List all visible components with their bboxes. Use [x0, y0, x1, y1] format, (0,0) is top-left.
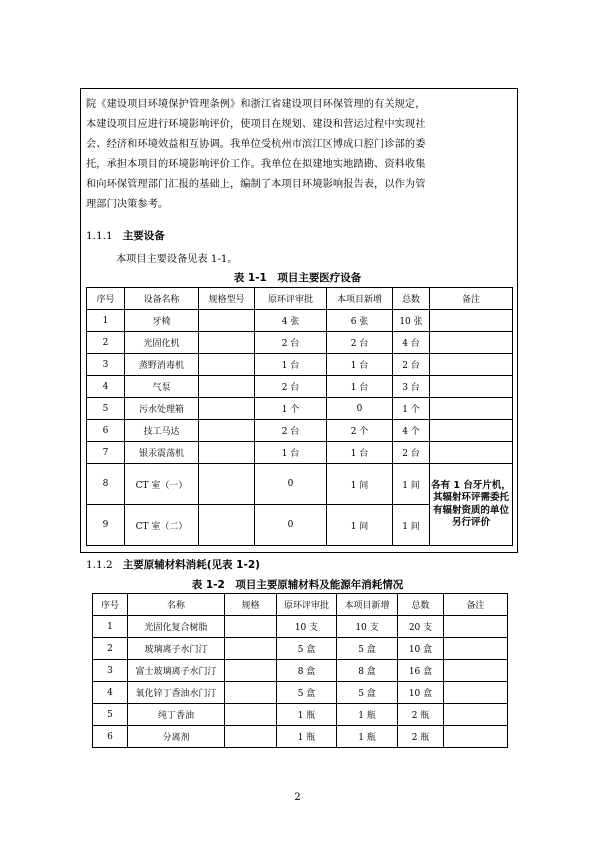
- table-cell: [199, 376, 255, 398]
- table-cell: 1 个: [255, 398, 327, 420]
- table-cell: 16 盒: [398, 660, 444, 682]
- header-cell: 总数: [393, 288, 430, 310]
- header-cell: 规格型号: [199, 288, 255, 310]
- table-cell: 1: [87, 310, 125, 332]
- table-cell: 10 盒: [398, 638, 444, 660]
- table-cell: [430, 442, 513, 464]
- header-cell: 备注: [444, 594, 508, 616]
- header-cell: 序号: [93, 594, 128, 616]
- section-heading-equipment: [86, 228, 165, 243]
- table-cell: 6: [87, 420, 125, 442]
- table-cell: 4: [93, 682, 128, 704]
- table-cell: 分离剂: [128, 726, 225, 748]
- table-cell: [444, 660, 508, 682]
- table-cell: 5 盒: [277, 638, 337, 660]
- table-cell: 5 盒: [337, 638, 398, 660]
- table-cell: 氧化锌丁香油水门汀: [128, 682, 225, 704]
- table-cell: 1 间: [393, 505, 430, 546]
- table-cell: 1 台: [327, 354, 393, 376]
- table-cell: [444, 704, 508, 726]
- table-row: [87, 420, 513, 442]
- table-cell: 5 盒: [337, 682, 398, 704]
- table-cell: 2 台: [255, 332, 327, 354]
- section-title: 主要设备: [122, 230, 165, 242]
- header-cell: 名称: [128, 594, 225, 616]
- table-cell: 2 台: [255, 376, 327, 398]
- intro-line: 理部门决策参考。: [86, 199, 169, 210]
- table-row: [87, 398, 513, 420]
- table-row: [93, 638, 508, 660]
- table-cell: 7: [87, 442, 125, 464]
- table-cell: [199, 398, 255, 420]
- table-cell: 8 盒: [277, 660, 337, 682]
- table-cell: 8 盒: [337, 660, 398, 682]
- table-cell: 1 个: [393, 398, 430, 420]
- table-row: [87, 354, 513, 376]
- table-cell: 2 台: [393, 442, 430, 464]
- table-cell: 6 张: [327, 310, 393, 332]
- header-cell: 规格: [225, 594, 277, 616]
- intro-line: 院《建设项目环境保护管理条例》和浙江省建设项目环保管理的有关规定，: [86, 99, 426, 110]
- table-cell: 技工马达: [125, 420, 199, 442]
- table-row: [93, 726, 508, 748]
- section-intro: 本项目主要设备见表 1-1。: [116, 254, 238, 265]
- table-cell: [225, 726, 277, 748]
- table-cell: 1 台: [327, 376, 393, 398]
- table-cell: [199, 464, 255, 505]
- header-cell: 序号: [87, 288, 125, 310]
- table-cell: 2: [87, 332, 125, 354]
- table-cell: [225, 638, 277, 660]
- table-cell: 光固化复合树脂: [128, 616, 225, 638]
- table-cell: [430, 332, 513, 354]
- table-cell: 10 盒: [398, 682, 444, 704]
- table-cell: 5: [93, 704, 128, 726]
- table-cell: 1 瓶: [277, 704, 337, 726]
- table-cell: [444, 726, 508, 748]
- table-cell: 1 瓶: [277, 726, 337, 748]
- table-cell: 3: [93, 660, 128, 682]
- table-cell: 10 张: [393, 310, 430, 332]
- table-cell: 纯丁香油: [128, 704, 225, 726]
- table-caption: 表 1-1 项目主要医疗设备: [233, 272, 362, 284]
- table-cell: 光固化机: [125, 332, 199, 354]
- table-cell: 4 个: [393, 420, 430, 442]
- header-cell: 备注: [430, 288, 513, 310]
- header-cell: 原环评审批: [277, 594, 337, 616]
- table-cell: [225, 704, 277, 726]
- table-cell: [430, 310, 513, 332]
- table-cell: 1 台: [255, 354, 327, 376]
- table-caption: 表 1-2 项目主要原辅材料及能源年消耗情况: [191, 579, 404, 591]
- table-cell: 1 间: [327, 464, 393, 505]
- header-cell: 设备名称: [125, 288, 199, 310]
- table-row: [93, 682, 508, 704]
- table-cell: [430, 354, 513, 376]
- table-row: [87, 442, 513, 464]
- header-cell: 原环评审批: [255, 288, 327, 310]
- table-row: [87, 332, 513, 354]
- table-header-row: [87, 288, 513, 310]
- section-number: 1.1.2: [86, 559, 113, 571]
- table-cell: 3 台: [393, 376, 430, 398]
- table-cell: 9: [87, 505, 125, 546]
- table-row: [87, 464, 513, 505]
- table-cell: 富士玻璃离子水门汀: [128, 660, 225, 682]
- table-cell: 银汞震荡机: [125, 442, 199, 464]
- table-cell: 1 瓶: [337, 726, 398, 748]
- table-row: [93, 616, 508, 638]
- table-cell: 10 支: [277, 616, 337, 638]
- table-cell: 1 间: [327, 505, 393, 546]
- table-cell: [199, 442, 255, 464]
- table-cell: [199, 354, 255, 376]
- table-cell: 1 瓶: [337, 704, 398, 726]
- table-cell: [444, 638, 508, 660]
- table-cell: 2 瓶: [398, 704, 444, 726]
- header-cell: 总数: [398, 594, 444, 616]
- table-cell: 5 盒: [277, 682, 337, 704]
- section-number: 1.1.1: [86, 230, 113, 242]
- page-number: 2: [294, 792, 301, 803]
- intro-paragraph: [86, 95, 514, 215]
- remark-cell: 各有 1 台牙片机，其辐射环评需委托有辐射资质的单位另行评价: [430, 464, 513, 546]
- table-cell: 1 台: [255, 442, 327, 464]
- table-cell: [199, 420, 255, 442]
- table-cell: [199, 310, 255, 332]
- table-cell: 8: [87, 464, 125, 505]
- table-cell: 1 台: [327, 442, 393, 464]
- table-cell: 污水处理箱: [125, 398, 199, 420]
- table-header-row: [93, 594, 508, 616]
- table-cell: [430, 420, 513, 442]
- table-cell: [199, 332, 255, 354]
- equipment-table: [86, 287, 513, 546]
- table-cell: 0: [327, 398, 393, 420]
- table-cell: 蒸野消毒机: [125, 354, 199, 376]
- table-cell: [444, 616, 508, 638]
- table-cell: 2 台: [393, 354, 430, 376]
- table-cell: 4: [87, 376, 125, 398]
- table-cell: [225, 682, 277, 704]
- table-cell: 0: [255, 464, 327, 505]
- table-cell: [430, 398, 513, 420]
- table-cell: [199, 505, 255, 546]
- section-title: 主要原辅材料消耗(见表 1-2): [122, 559, 260, 571]
- table-cell: 1 间: [393, 464, 430, 505]
- intro-line: 和向环保管理部门汇报的基础上，编制了本项目环境影响报告表，以作为管: [86, 179, 426, 190]
- table-cell: CT 室（一）: [125, 464, 199, 505]
- table-cell: 0: [255, 505, 327, 546]
- table-cell: 4 张: [255, 310, 327, 332]
- table-cell: 气泵: [125, 376, 199, 398]
- table-row: [87, 376, 513, 398]
- section-heading-materials: [86, 557, 260, 572]
- table-row: [87, 310, 513, 332]
- intro-line: 托，承担本项目的环境影响评价工作。我单位在拟建地实地踏勘、资料收集: [86, 159, 426, 170]
- intro-line: 会、经济和环境效益相互协调。我单位受杭州市滨江区博成口腔门诊部的委: [86, 139, 426, 150]
- table-cell: [444, 682, 508, 704]
- table-row: [93, 704, 508, 726]
- intro-line: 本建设项目应进行环境影响评价，使项目在规划、建设和营运过程中实现社: [86, 119, 426, 130]
- table-cell: 3: [87, 354, 125, 376]
- table-cell: 5: [87, 398, 125, 420]
- table-cell: [430, 376, 513, 398]
- table-cell: [225, 616, 277, 638]
- header-cell: 本项目新增: [337, 594, 398, 616]
- table-cell: [225, 660, 277, 682]
- table-cell: 6: [93, 726, 128, 748]
- table-cell: 2 台: [255, 420, 327, 442]
- table-cell: 2 瓶: [398, 726, 444, 748]
- table-cell: 2 个: [327, 420, 393, 442]
- table-cell: 牙椅: [125, 310, 199, 332]
- table-cell: 2 台: [327, 332, 393, 354]
- table-cell: 10 支: [337, 616, 398, 638]
- header-cell: 本项目新增: [327, 288, 393, 310]
- table-cell: 2: [93, 638, 128, 660]
- materials-table: [92, 593, 508, 748]
- table-cell: 玻璃离子水门汀: [128, 638, 225, 660]
- table-cell: 20 支: [398, 616, 444, 638]
- table-cell: 1: [93, 616, 128, 638]
- table-row: [93, 660, 508, 682]
- table-cell: CT 室（二）: [125, 505, 199, 546]
- table-cell: 4 台: [393, 332, 430, 354]
